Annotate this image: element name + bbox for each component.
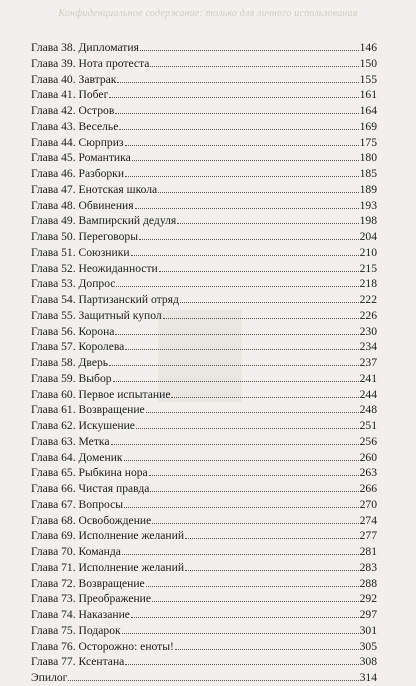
toc-dot-leader: [150, 66, 358, 67]
toc-entry: [31, 434, 377, 450]
toc-entry: [31, 150, 377, 166]
toc-entry-title: Глава 47. Енотская школа: [31, 182, 158, 196]
toc-entry-title: Эпилог: [31, 671, 68, 684]
toc-entry-page-number: 155: [359, 72, 377, 86]
toc-entry: [31, 198, 377, 214]
toc-entry-page-number: 308: [359, 655, 377, 669]
toc-dot-leader: [131, 617, 359, 618]
toc-entry-title: Глава 61. Возвращение: [31, 403, 145, 417]
toc-dot-leader: [175, 649, 359, 650]
toc-entry-page-number: 263: [359, 466, 377, 480]
toc-entry: [31, 166, 377, 182]
toc-entry-title: Глава 49. Вампирский дедуля: [31, 214, 177, 228]
toc-entry-page-number: 301: [359, 623, 377, 637]
toc-entry-title: Глава 58. Дверь: [31, 356, 109, 369]
toc-dot-leader: [125, 176, 359, 177]
toc-entry-title: Глава 74. Наказание: [31, 608, 130, 621]
toc-entry: [31, 450, 377, 466]
toc-entry-title: Глава 75. Подарок: [31, 623, 121, 637]
toc-entry-page-number: 210: [359, 245, 377, 259]
toc-entry-page-number: 266: [359, 482, 377, 495]
toc-entry-page-number: 314: [359, 671, 377, 684]
toc-dot-leader: [115, 334, 358, 335]
toc-entry: [31, 119, 377, 135]
toc-entry: [31, 607, 377, 623]
toc-entry-page-number: 146: [359, 41, 377, 54]
toc-entry-title: Глава 77. Ксентана: [31, 655, 125, 669]
toc-entry-page-number: 241: [359, 371, 377, 385]
toc-entry-title: Глава 53. Допрос: [31, 277, 116, 291]
toc-entry-page-number: 204: [359, 230, 377, 243]
toc-dot-leader: [185, 538, 359, 539]
toc-dot-leader: [124, 460, 359, 461]
toc-entry-title: Глава 51. Союзники: [31, 245, 130, 259]
toc-dot-leader: [122, 633, 359, 634]
toc-entry-page-number: 150: [359, 56, 377, 70]
toc-dot-leader: [111, 444, 359, 445]
toc-entry-page-number: 180: [359, 151, 377, 165]
toc-entry: [31, 103, 377, 119]
toc-entry-page-number: 305: [359, 639, 377, 653]
toc-dot-leader: [159, 271, 359, 272]
toc-entry: [31, 654, 377, 670]
toc-entry-title: Глава 43. Веселье: [31, 119, 119, 133]
toc-entry: [31, 40, 377, 56]
toc-entry-page-number: 251: [359, 419, 377, 432]
toc-entry: [31, 623, 377, 639]
toc-entry-title: Глава 71. Исполнение желаний: [31, 560, 185, 574]
toc-entry-title: Глава 46. Разборки: [31, 167, 125, 180]
toc-entry: [31, 339, 377, 355]
toc-entry-title: Глава 41. Побег: [31, 88, 109, 102]
toc-entry-title: Глава 70. Команда: [31, 545, 121, 558]
toc-entry-title: Глава 69. Исполнение желаний: [31, 529, 185, 543]
toc-entry-page-number: 185: [359, 167, 377, 180]
toc-entry: [31, 481, 377, 497]
toc-entry: [31, 324, 377, 340]
toc-entry-page-number: 222: [359, 293, 377, 306]
toc-entry: [31, 229, 377, 245]
toc-dot-leader: [113, 381, 359, 382]
toc-dot-leader: [116, 286, 358, 287]
toc-entry-page-number: 226: [359, 308, 377, 322]
toc-dot-leader: [119, 129, 358, 130]
toc-entry: [31, 418, 377, 434]
toc-entry: [31, 528, 377, 544]
toc-entry-title: Глава 72. Возвращение: [31, 576, 145, 590]
toc-entry: [31, 371, 377, 387]
toc-entry-title: Глава 66. Чистая правда: [31, 482, 150, 495]
toc-dot-leader: [163, 318, 359, 319]
toc-entry: [31, 355, 377, 371]
toc-entry-title: Глава 76. Осторожно: еноты!: [31, 639, 174, 653]
toc-entry-title: Глава 39. Нота протеста: [31, 56, 150, 70]
toc-entry: [31, 576, 377, 592]
toc-dot-leader: [125, 145, 359, 146]
toc-entry: [31, 497, 377, 513]
toc-dot-leader: [68, 680, 358, 681]
toc-entry: [31, 182, 377, 198]
toc-entry: [31, 402, 377, 418]
toc-entry: [31, 87, 377, 103]
toc-dot-leader: [146, 412, 359, 413]
toc-entry: [31, 56, 377, 72]
toc-dot-leader: [177, 223, 358, 224]
toc-entry: [31, 387, 377, 403]
toc-entry: [31, 513, 377, 529]
toc-entry-title: Глава 57. Королева: [31, 340, 125, 354]
toc-entry-title: Глава 42. Остров: [31, 104, 115, 117]
toc-entry-page-number: 256: [359, 434, 377, 448]
table-of-contents: [31, 40, 377, 686]
toc-dot-leader: [131, 255, 359, 256]
toc-dot-leader: [150, 491, 358, 492]
toc-entry-page-number: 297: [359, 608, 377, 621]
toc-entry-page-number: 281: [359, 545, 377, 558]
toc-dot-leader: [171, 397, 358, 398]
toc-entry: [31, 308, 377, 324]
toc-dot-leader: [125, 349, 358, 350]
toc-dot-leader: [115, 113, 358, 114]
toc-entry-page-number: 270: [359, 497, 377, 511]
toc-entry-title: Глава 65. Рыбкина нора: [31, 466, 148, 480]
toc-entry-title: Глава 56. Корона: [31, 324, 115, 338]
toc-entry: [31, 465, 377, 481]
toc-entry-title: Глава 62. Искушение: [31, 419, 135, 432]
toc-dot-leader: [125, 664, 358, 665]
toc-entry-title: Глава 48. Обвинения: [31, 198, 134, 212]
toc-dot-leader: [109, 365, 359, 366]
toc-entry-page-number: 274: [359, 513, 377, 527]
toc-dot-leader: [149, 475, 359, 476]
toc-entry-page-number: 189: [359, 182, 377, 196]
toc-entry-title: Глава 54. Партизанский отряд: [31, 293, 179, 306]
toc-dot-leader: [152, 601, 359, 602]
toc-entry-page-number: 248: [359, 403, 377, 417]
toc-dot-leader: [136, 428, 359, 429]
toc-entry-title: Глава 64. Доменик: [31, 450, 123, 464]
toc-dot-leader: [158, 192, 358, 193]
toc-entry-title: Глава 67. Вопросы: [31, 497, 124, 511]
toc-entry-title: Глава 40. Завтрак: [31, 72, 117, 86]
toc-entry-page-number: 292: [359, 592, 377, 606]
toc-entry-page-number: 198: [359, 214, 377, 228]
toc-entry: [31, 261, 377, 277]
toc-entry: [31, 670, 377, 686]
toc-entry-page-number: 283: [359, 560, 377, 574]
toc-entry: [31, 560, 377, 576]
toc-entry-title: Глава 38. Дипломатия: [31, 41, 139, 54]
toc-entry-page-number: 230: [359, 324, 377, 338]
show-through-running-head: Конфиденциальное содержание: только для личного использования: [58, 8, 358, 19]
toc-entry-title: Глава 50. Переговоры: [31, 230, 139, 243]
toc-entry: [31, 544, 377, 560]
toc-entry: [31, 245, 377, 261]
toc-entry-title: Глава 73. Преображение: [31, 592, 152, 606]
toc-dot-leader: [124, 507, 359, 508]
toc-dot-leader: [135, 208, 359, 209]
toc-entry: [31, 135, 377, 151]
toc-entry: [31, 639, 377, 655]
toc-entry-page-number: 277: [359, 529, 377, 543]
toc-entry: [31, 292, 377, 308]
toc-entry-page-number: 169: [359, 119, 377, 133]
toc-entry: [31, 213, 377, 229]
toc-dot-leader: [185, 570, 359, 571]
toc-entry-title: Глава 59. Выбор: [31, 371, 112, 385]
toc-entry-title: Глава 60. Первое испытание: [31, 387, 171, 401]
toc-entry-title: Глава 44. Сюрприз: [31, 135, 124, 149]
toc-dot-leader: [152, 523, 358, 524]
toc-entry-title: Глава 45. Романтика: [31, 151, 131, 165]
toc-entry: [31, 591, 377, 607]
toc-dot-leader: [139, 239, 359, 240]
toc-dot-leader: [122, 554, 359, 555]
toc-dot-leader: [132, 160, 359, 161]
toc-entry-title: Глава 63. Метка: [31, 434, 110, 448]
toc-entry: [31, 72, 377, 88]
toc-entry-title: Глава 52. Неожиданности: [31, 261, 158, 275]
toc-entry-page-number: 260: [359, 450, 377, 464]
toc-entry-page-number: 164: [359, 104, 377, 117]
toc-entry-page-number: 237: [359, 356, 377, 369]
toc-entry-page-number: 288: [359, 576, 377, 590]
toc-dot-leader: [140, 50, 359, 51]
toc-entry-page-number: 175: [359, 135, 377, 149]
toc-entry-title: Глава 68. Освобождение: [31, 513, 152, 527]
toc-entry-page-number: 234: [359, 340, 377, 354]
toc-entry-page-number: 218: [359, 277, 377, 291]
toc-entry-page-number: 193: [359, 198, 377, 212]
toc-entry-page-number: 244: [359, 387, 377, 401]
toc-entry-title: Глава 55. Защитный купол: [31, 308, 162, 322]
toc-dot-leader: [180, 302, 359, 303]
toc-entry-page-number: 161: [359, 88, 377, 102]
toc-dot-leader: [146, 586, 359, 587]
toc-entry: [31, 276, 377, 292]
toc-dot-leader: [109, 97, 358, 98]
toc-dot-leader: [117, 82, 358, 83]
toc-entry-page-number: 215: [359, 261, 377, 275]
